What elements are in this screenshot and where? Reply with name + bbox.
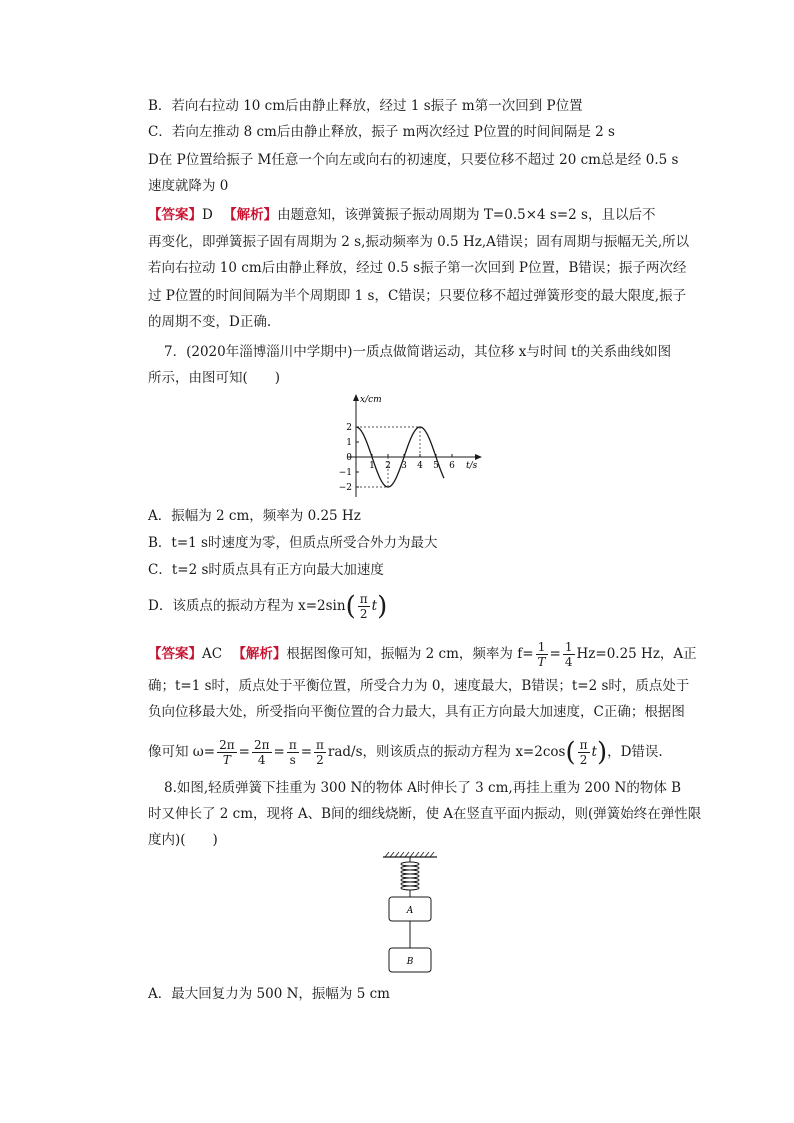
- x-tick-label: 5: [433, 461, 439, 471]
- fraction-1-over-4: $\frac{1}{4}$: [564, 640, 573, 669]
- q6-explanation-line5: 的周期不变，D正确.: [148, 314, 272, 330]
- q7-explanation-line4: 像可知 ω= $\frac{2\pi}{T}$ = $\frac{2\pi}{4}$ = $\frac{\pi}{s}$ = $\frac{\pi}{2}$ rad/s，则该质点的振动方程为 x=2cos( $\frac{\pi}{2}$ t)，D错误.: [148, 737, 663, 768]
- x-axis-arrow: [475, 454, 482, 460]
- y-tick-label: 1: [346, 438, 352, 448]
- q7-explanation-line2: 确；t=1 s时，质点处于平衡位置，所受合力为 0，速度最大，B错误；t=2 s时，质点处于: [148, 678, 690, 694]
- q7-option-a: A．振幅为 2 cm，频率为 0.25 Hz: [148, 508, 361, 524]
- var-t: t: [371, 598, 378, 614]
- q8-stem-line1: 8.如图,轻质弹簧下挂重为 300 N的物体 A时伸长了 3 cm,再挂上重为 200 N的物体 B: [164, 780, 682, 796]
- y-tick-label: −2: [338, 483, 352, 493]
- block-a-label: A: [406, 906, 414, 916]
- y-tick-label: 0: [346, 453, 352, 463]
- fraction-pi-over-2c: $\frac{\pi}{2}$: [579, 738, 588, 767]
- q8-option-a: A．最大回复力为 500 N，振幅为 5 cm: [148, 986, 390, 1002]
- fraction-pi-over-2b: $\frac{\pi}{2}$: [316, 738, 324, 767]
- q7-explanation-line3: 负向位移最大处，所受指向平衡位置的合力最大，具有正方向最大加速度，C正确；根据图: [148, 704, 685, 720]
- right-paren: ): [377, 591, 388, 622]
- x-tick-label: 1: [369, 461, 375, 471]
- block-b-label: B: [406, 957, 414, 967]
- y-tick-label: 2: [346, 423, 352, 433]
- q7-displacement-graph: [330, 392, 490, 502]
- q7-stem-line2: 所示，由图可知( ): [148, 370, 281, 386]
- q6-option-c: C．若向左推动 8 cm后由静止释放，振子 m两次经过 P位置的时间间隔是 2 s: [148, 124, 615, 140]
- q8-stem-line3: 度内)( ): [148, 832, 218, 848]
- fraction-pi-over-s: $\frac{\pi}{s}$: [288, 738, 297, 767]
- ceiling-hatch: [385, 852, 434, 857]
- explanation-tag: 【解析】: [232, 646, 287, 662]
- q7-option-b: B．t=1 s时速度为零，但质点所受合外力为最大: [148, 535, 438, 551]
- answer-value: AC: [202, 646, 223, 662]
- explanation-text-2: Hz=0.25 Hz，A正: [576, 646, 697, 662]
- explanation-text: 由题意知，该弹簧振子振动周期为 T=0.5×4 s=2 s，且以后不: [277, 207, 656, 223]
- fraction-pi-over-2: $\frac{\pi}{2}$: [359, 592, 368, 621]
- x-axis-label: t/s: [466, 461, 478, 471]
- q8-stem-line2: 时又伸长了 2 cm，现将 A、B间的细线烧断，使 A在竖直平面内振动，则(弹簧始终在弹性限: [148, 806, 702, 822]
- fraction-2pi-over-4s: $\frac{2\pi}{4}$: [253, 738, 270, 767]
- q7-option-d: [148, 592, 387, 621]
- x-tick-label: 3: [401, 461, 407, 471]
- q6-option-d-line1: D在 P位置给振子 M任意一个向左或向右的初速度，只要位移不超过 20 cm总是经 0.5 s: [148, 152, 679, 168]
- answer-tag: 【答案】: [148, 646, 202, 662]
- x-tick-label: 6: [449, 461, 455, 471]
- q7-option-d-text: D．该质点的振动方程为 x=2sin: [148, 598, 346, 614]
- explanation-tag: 【解析】: [223, 207, 278, 223]
- q7-option-c: C．t=2 s时质点具有正方向最大加速度: [148, 562, 384, 578]
- q7-answer-row: 【答案】AC 【解析】根据图像可知，振幅为 2 cm，频率为 f= $\frac{1}{T}$ = $\frac{1}{4}$ Hz=0.25 Hz，A正: [148, 640, 697, 669]
- left-paren: (: [345, 591, 356, 622]
- fraction-1-over-T: $\frac{1}{T}$: [537, 640, 546, 669]
- y-tick-label: −1: [338, 468, 352, 478]
- explanation-text: 根据图像可知，振幅为 2 cm，频率为 f=: [286, 646, 534, 662]
- y-axis-arrow: [353, 394, 359, 401]
- x-tick-label: 4: [417, 461, 423, 471]
- spring-icon: [401, 862, 419, 890]
- q6-option-d-line2: 速度就降为 0: [148, 178, 229, 194]
- q6-explanation-line4: 过 P位置的时间间隔为半个周期即 1 s，C错误；只要位移不超过弹簧形变的最大限度,振子: [148, 288, 687, 304]
- q6-option-b: B．若向右拉动 10 cm后由静止释放，经过 1 s振子 m第一次回到 P位置: [148, 98, 583, 114]
- q6-answer-row: [148, 205, 655, 225]
- q7-stem-line1: 7．(2020年淄博淄川中学期中)一质点做简谐运动，其位移 x与时间 t的关系曲线如图: [164, 344, 672, 360]
- y-axis-label: x/cm: [360, 395, 382, 405]
- answer-value: D: [202, 207, 213, 223]
- q6-explanation-line3: 若向右拉动 10 cm后由静止释放，经过 0.5 s振子第一次回到 P位置，B错误；振子两次经: [148, 260, 687, 276]
- answer-tag: 【答案】: [148, 207, 202, 223]
- q8-spring-diagram: [375, 850, 445, 976]
- fraction-2pi-over-T: $\frac{2\pi}{T}$: [219, 738, 235, 767]
- q6-explanation-line2: 再变化，即弹簧振子固有周期为 2 s,振动频率为 0.5 Hz,A错误；固有周期与振幅无关,所以: [148, 234, 690, 250]
- x-tick-label: 2: [385, 461, 391, 471]
